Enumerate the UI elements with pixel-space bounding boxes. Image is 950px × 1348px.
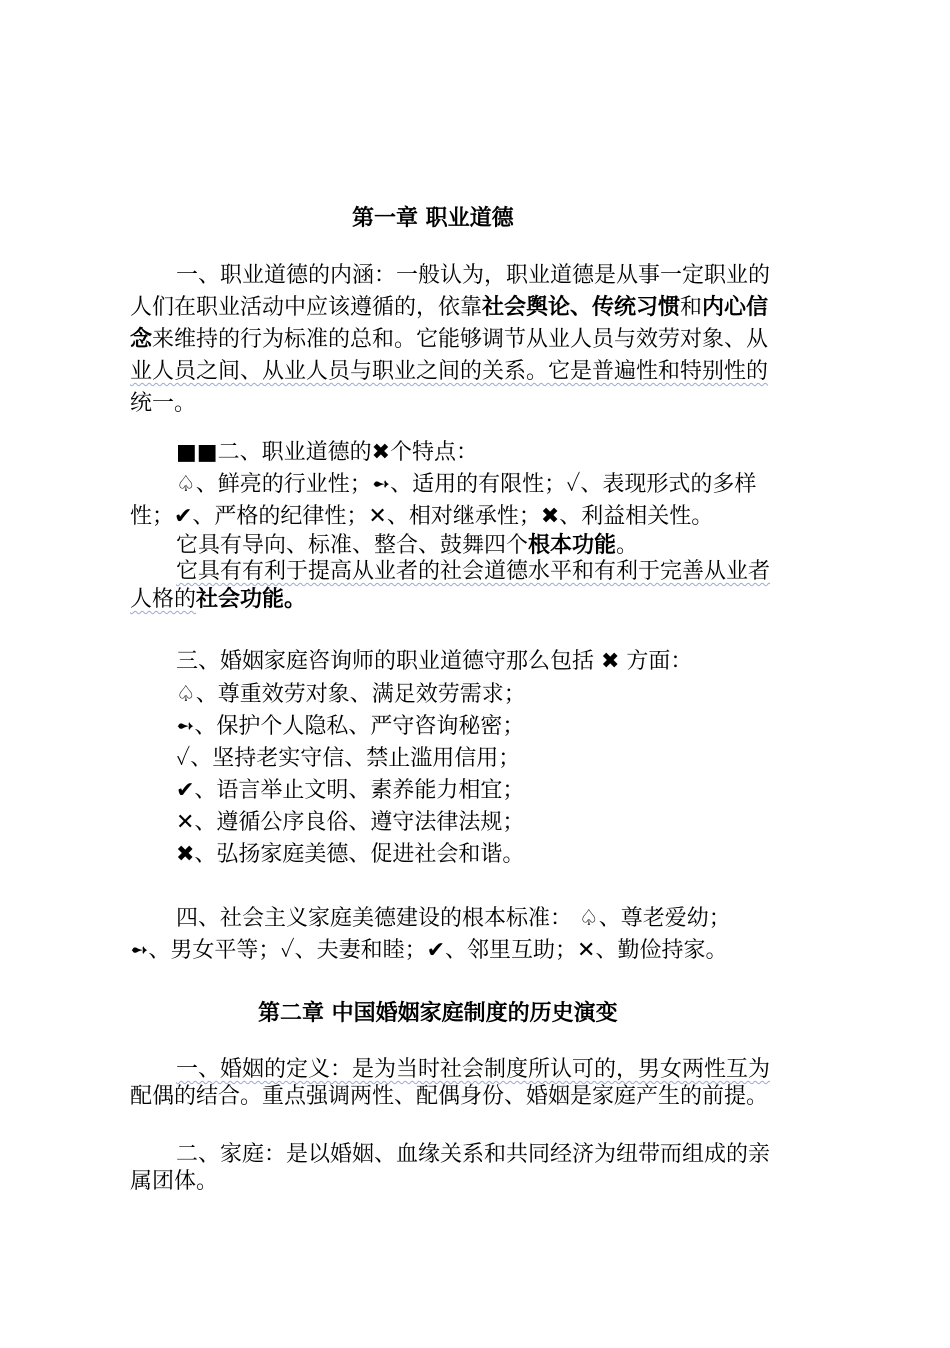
s3-item: ✓、坚持老实守信、禁止滥用信用； [176, 746, 521, 771]
cross-symbol-icon: ✖ [371, 440, 391, 465]
s2-heading: ■■二、职业道德的✖个特点： [176, 440, 479, 465]
s3-item: ✖、弘扬家庭美德、促进社会和谐。 [176, 842, 525, 867]
chapter2-title: 第二章 中国婚姻家庭制度的历史演变 [258, 1001, 618, 1026]
c2-s1-line1: 一、婚姻的定义：是为当时社会制度所认可的，男女两性互为 [176, 1057, 771, 1082]
s2-line4: 它具有有利于提高从业者的社会道德水平和有利于完善从业者 [176, 559, 771, 584]
s3-item: ♤、尊重效劳对象、满足效劳需求； [176, 682, 526, 707]
c2-s2-line2: 属团体。 [130, 1169, 219, 1194]
s1-line4: 业人员之间、从业人员与职业之间的关系。它是普遍性和特别性的 [130, 359, 769, 384]
c2-s2-line1: 二、家庭：是以婚姻、血缘关系和共同经济为纽带而组成的亲 [176, 1142, 771, 1167]
c2-s1-line2: 配偶的结合。重点强调两性、配偶身份、婚姻是家庭产生的前提。 [130, 1084, 769, 1109]
s3-heading: 三、婚姻家庭咨询师的职业道德守那么包括 ✖ 方面： [176, 649, 693, 674]
s2-line1: ♤、鲜亮的行业性；➻、适用的有限性；✓、表现形式的多样 [176, 472, 757, 497]
s3-item: ✕、遵循公序良俗、遵守法律法规； [176, 810, 525, 835]
s4-line2: ➻、男女平等；✓、夫妻和睦；✔、邻里互助；✕、勤俭持家。 [130, 938, 728, 963]
bold-social-function: 社会功能。 [196, 587, 307, 612]
s2-line5: 人格的社会功能。 [130, 587, 307, 612]
bold-social-opinion: 社会舆论、传统习惯 [482, 295, 681, 320]
s3-item: ➻、保护个人隐私、严守咨询秘密； [176, 714, 525, 739]
square-bullets: ■■ [176, 440, 218, 465]
bold-inner-belief: 内心信 [702, 295, 769, 320]
s2-line3: 它具有导向、标准、整合、鼓舞四个根本功能。 [176, 533, 639, 558]
s1-line1: 一、职业道德的内涵：一般认为，职业道德是从事一定职业的 [176, 263, 771, 288]
s4-line1: 四、社会主义家庭美德建设的根本标准： ♤、尊老爱幼； [176, 906, 731, 931]
s1-line2: 人们在职业活动中应该遵循的，依靠社会舆论、传统习惯和内心信 [130, 295, 769, 320]
s1-line3: 念来维持的行为标准的总和。它能够调节从业人员与效劳对象、从 [130, 327, 769, 352]
s2-line2: 性；✔、严格的纪律性；✕、相对继承性；✖、利益相关性。 [130, 504, 714, 529]
chapter1-title: 第一章 职业道德 [352, 206, 514, 231]
bold-basic-function: 根本功能 [528, 533, 617, 558]
s3-item: ✔、语言举止文明、素养能力相宜； [176, 778, 525, 803]
s1-line5: 统一。 [130, 391, 197, 416]
